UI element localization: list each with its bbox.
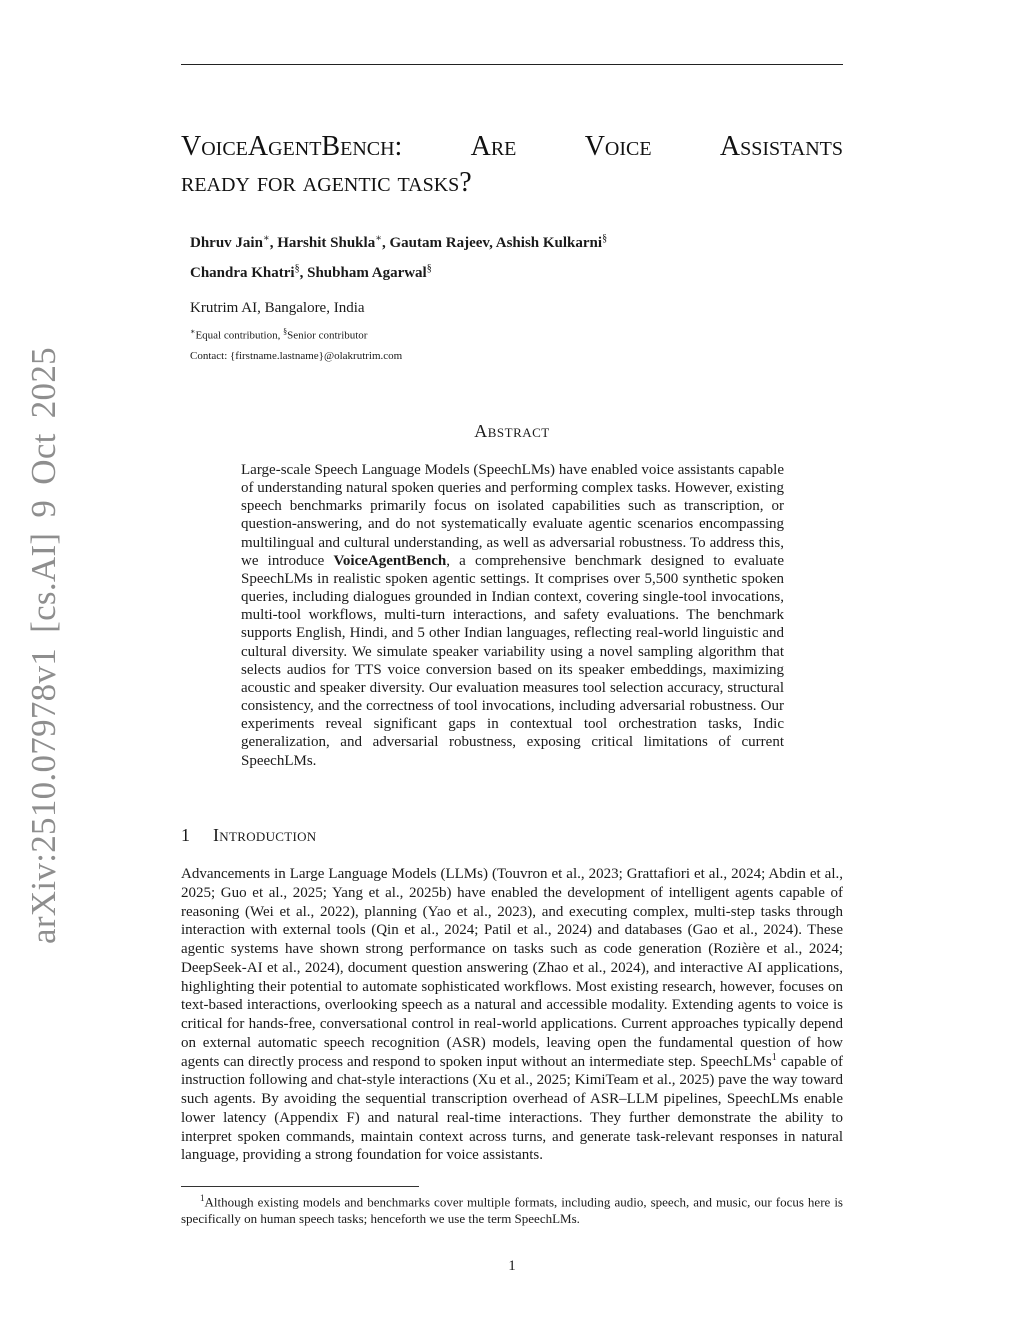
contact-email: Contact: {firstname.lastname}@olakrutrim.com bbox=[190, 350, 403, 362]
contribution-notes bbox=[190, 327, 367, 342]
senior-contributor-mark: § bbox=[294, 263, 300, 274]
arxiv-identifier: arXiv:2510.07978v1 [cs.AI] 9 Oct 2025 bbox=[24, 347, 63, 944]
abstract-text-part-2: , a comprehensive benchmark designed to evaluate SpeechLMs in realistic spoken agentic settings. It comprises over 5,500 synthetic spoken queries, including dialogues grounded in Indian context, covering single-tool invocations, multi-tool workflows, multi-turn interactions, and safety evaluations. The benchmark supports English, Hindi, and 5 other Indian languages, reflecting real-world linguistic and cultural diversity. We simulate speaker variability using a novel sampling algorithm that selects audios for TTS voice conversion based on its speaker embeddings, maximizing acoustic and speaker diversity. Our evaluation measures tool selection accuracy, structural consistency, and the correctness of tool invocations, including adversarial robustness. Our experiments reveal significant gaps in contextual tool orchestration tasks, Indic generalization, and adversarial robustness, exposing critical limitations of current SpeechLMs. bbox=[241, 552, 785, 769]
senior-contributor-note: Senior contributor bbox=[287, 329, 368, 342]
author-name: Ashish Kulkarni bbox=[495, 235, 603, 251]
senior-contributor-mark: § bbox=[602, 233, 608, 244]
title-word-1: VoiceAgentBench: bbox=[181, 131, 403, 162]
footnote-text: Although existing models and benchmarks cover multiple formats, including audio, speech, and music, our focus here is specifically on human speech tasks; henceforth we use the term SpeechLMs. bbox=[181, 1194, 843, 1227]
author-line-2: Chandra Khatri§, Shubham Agarwal§ bbox=[190, 263, 432, 281]
author-name: Shubham Agarwal bbox=[307, 265, 427, 281]
equal-contribution-note: Equal contribution, bbox=[195, 329, 281, 342]
title-word-3: Voice bbox=[584, 131, 652, 162]
title-word-4: Assistants bbox=[719, 131, 843, 162]
author-name: Chandra Khatri bbox=[190, 265, 295, 281]
section-title: Introduction bbox=[213, 825, 317, 845]
footnote-mark: 1 bbox=[200, 1193, 205, 1203]
author-list bbox=[190, 226, 607, 286]
introduction-paragraph bbox=[181, 865, 843, 1165]
intro-text-part-2: capable of instruction following and chat-style interactions (Xu et al., 2025; KimiTeam et al., 2025) pave the way toward such agents. By avoiding the sequential transcription overhead of ASR–LLM pipelines, SpeechLMs enable lower latency (Appendix F) and natural real-time interactions. They further demonstrate the ability to interpret spoken commands, maintain context across turns, and generate task-relevant responses in natural language, providing a strong foundation for voice assistants. bbox=[181, 1053, 843, 1164]
title-word-2: Are bbox=[470, 131, 517, 162]
equal-contribution-mark: ∗ bbox=[190, 327, 196, 336]
senior-contributor-mark: § bbox=[426, 263, 432, 274]
equal-contribution-mark: ∗ bbox=[262, 233, 270, 244]
author-name: Gautam Rajeev bbox=[389, 235, 490, 251]
abstract-heading: Abstract bbox=[474, 421, 550, 441]
section-heading-introduction bbox=[181, 825, 316, 846]
paper-title bbox=[181, 129, 843, 201]
title-line-2: ready for agentic tasks? bbox=[181, 167, 472, 198]
author-name: Dhruv Jain bbox=[190, 235, 263, 251]
author-name: Harshit Shukla bbox=[277, 235, 376, 251]
equal-contribution-mark: ∗ bbox=[375, 233, 382, 244]
page-number: 1 bbox=[508, 1258, 516, 1274]
footnote-reference[interactable]: 1 bbox=[771, 1051, 777, 1063]
abstract-body bbox=[241, 461, 784, 770]
footnote-rule bbox=[181, 1186, 419, 1187]
author-line-1: Dhruv Jain∗, Harshit Shukla∗, Gautam Rajeev, Ashish Kulkarni§ bbox=[190, 233, 608, 251]
senior-contributor-mark: § bbox=[283, 327, 288, 336]
intro-text-part-1: Advancements in Large Language Models (LLMs) (Touvron et al., 2023; Grattafiori et al., 2024; Abdin et al., 2025; Guo et al., 2025; Yang et al., 2025b) have enabled the development of intelligent agents capable of reasoning (Wei et al., 2022), planning (Yao et al., 2023), and executing complex, multi-step tasks through interaction with external tools (Qin et al., 2024; Patil et al., 2024) and databases (Gao et al., 2024). These agentic systems have shown strong performance on tasks such as code generation (Rozière et al., 2024; DeepSeek-AI et al., 2024), document question answering (Zhao et al., 2024), and interactive AI applications, highlighting their potential to automate sophisticated workflows. Most existing research, however, focuses on text-based interactions, overlooking speech as a natural and accessible modality. Extending agents to voice is critical for hands-free, conversational control in real-world applications. Current approaches typically depend on external automatic speech recognition (ASR) models, leaving open the fundamental question of how agents can directly process and respond to spoken input without an intermediate step. SpeechLMs bbox=[181, 866, 843, 1070]
benchmark-name: VoiceAgentBench bbox=[333, 552, 447, 569]
abstract-text-part-1: Large-scale Speech Language Models (SpeechLMs) have enabled voice assistants capable of understanding natural spoken queries and performing complex tasks. However, existing speech benchmarks primarily focus on isolated capabilities such as transcription, or question-answering, and do not systematically evaluate agentic scenarios encompassing multilingual and cultural understanding, as well as adversarial robustness. To address this, we introduce bbox=[241, 462, 784, 569]
footnote bbox=[181, 1190, 843, 1227]
section-number: 1 bbox=[181, 825, 191, 845]
affiliation: Krutrim AI, Bangalore, India bbox=[190, 300, 365, 316]
header-rule bbox=[181, 64, 843, 65]
